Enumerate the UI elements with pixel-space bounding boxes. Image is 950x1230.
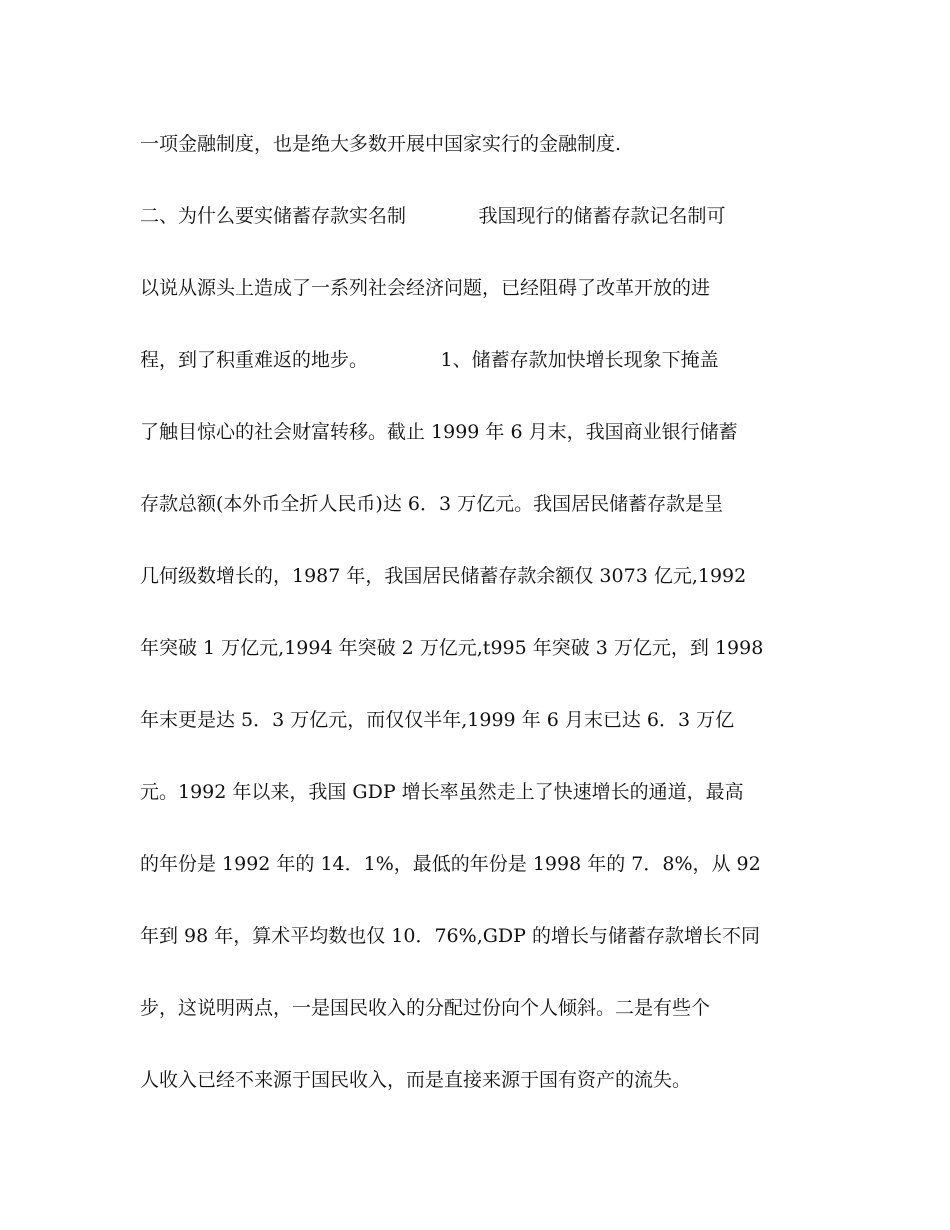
text-line-5: 了触目惊心的社会财富转移。截止 1999 年 6 月末，我国商业银行储蓄	[140, 421, 738, 443]
text-line-3: 以说从源头上造成了一系列社会经济问题，已经阻碍了改革开放的进	[140, 277, 711, 299]
text-line-7: 几何级数增长的，1987 年，我国居民储蓄存款余额仅 3073 亿元,1992	[140, 565, 747, 587]
text-line-13: 步，这说明两点，一是国民收入的分配过份向个人倾斜。二是有些个	[140, 997, 711, 1019]
text-line-1: 一项金融制度，也是绝大多数开展中国家实行的金融制度.	[140, 133, 622, 155]
text-line-6: 存款总额(本外币全折人民币)达 6．3 万亿元。我国居民储蓄存款是呈	[140, 493, 724, 515]
text-line-9: 年末更是达 5．3 万亿元，而仅仅半年,1999 年 6 月末已达 6．3 万亿	[140, 709, 735, 731]
text-line-8: 年突破 1 万亿元,1994 年突破 2 万亿元,t995 年突破 3 万亿元，到 1998	[140, 637, 764, 659]
text-line-4: 程，到了积重难返的地步。 1、储蓄存款加快增长现象下掩盖	[140, 349, 719, 371]
text-line-14: 人收入已经不来源于国民收入，而是直接来源于国有资产的流失。	[140, 1069, 692, 1091]
text-line-10: 元。1992 年以来，我国 GDP 增长率虽然走上了快速增长的通道，最高	[140, 781, 744, 803]
text-line-12: 年到 98 年，算术平均数也仅 10．76%,GDP 的增长与储蓄存款增长不同	[140, 925, 760, 947]
text-line-2: 二、为什么要实储蓄存款实名制 我国现行的储蓄存款记名制可	[140, 205, 726, 227]
text-line-11: 的年份是 1992 年的 14．1%，最低的年份是 1998 年的 7．8%，从 92	[140, 853, 761, 875]
